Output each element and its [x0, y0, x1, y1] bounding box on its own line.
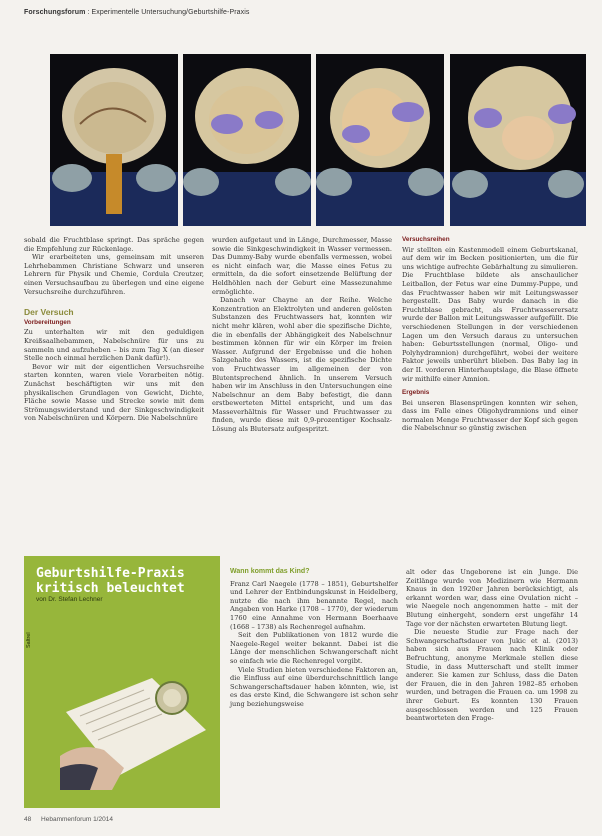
running-head: [24, 9, 250, 16]
photo-2: [183, 54, 311, 226]
paragraph: Danach war Chayne an der Reihe. Welche Konzentration an Elektrolyten und anderen gelösten Substanzen des Fruchtwassers hat, konnten wir nicht mehr klären, wohl aber die spezifische Dichte, die in ebenfalls der Abhängigkeit des Nabelschnur bestimmen können für wir ein Körper im freien Wasser. Aufgrund der Ergebnisse und die hohen Salzgehalte des Wassers, ist die spezifische Dichte von Fruchtwasser im allgemeinen der von Blutentsprechend ähnlich. In unserem Versuch haben wir im Anschluss in den Untersuchungen eine Nabelschnur an dem Baby befestigt, die dann erstbewerteten Mittel entspricht, und um das Masseverhältnis für Wasser und Fruchtwasser zu finden, wurde diese mit 0,9-prozentiger Kochsalz-Lösung als Blutersatz aufgespritzt.: [212, 296, 392, 434]
page-number: 48: [24, 816, 32, 823]
running-head-topic: Experimentelle Untersuchung/Geburtshilfe-Praxis: [91, 9, 250, 16]
article-column-3: [402, 236, 578, 433]
subheading: Versuchsreihen: [402, 236, 450, 243]
photo-4: [450, 54, 586, 226]
paragraph: Wir stellten ein Kastenmodell einem Geburtskanal, auf dem wir im Becken positionierten, um die für uns wichtige aufrechte Gebärhaltung zu simulieren. Die Fruchtblase bildete als anschaulicher Leitballon, der Fetus war eine Dummy-Puppe, und das Fruchtwasser haben wir mit Leitungswasser hergestellt. Das Baby wurde danach in die Fruchtblase gebracht, als Fruchtwasserersatz wurde der Ballon mit Leitungswasser aufgefüllt. Die verschiedenen Stellungen in der verschiedenen Lagen um den Versuch daraus zu untersuchen haben: Geburtsstellungen (normal, Oligo- und Polyhydramnion) durchgeführt, wobei der weitere Faktor jeweils unberührt blieben. Das Baby lag in der II. vorderen Hinterhauptslage, die Blase öffnete wir mithilfe einer Amnion.: [402, 245, 578, 383]
article-column-5: [406, 568, 578, 723]
running-head-section: Forschungsforum: [24, 9, 86, 16]
section-heading: Der Versuch: [24, 307, 74, 318]
magazine-issue: Hebammenforum 1/2014: [41, 816, 113, 823]
paragraph: Bei unseren Blasensprüngen konnten wir sehen, dass im Falle eines Oligohydramnions und einer normalen Menge Fruchtwasser der Kopf sich gegen die Nabelschnur so günstig zwischen: [402, 398, 578, 433]
feature-author: von Dr. Stefan Lechner: [36, 596, 103, 603]
subheading: Vorbereitungen: [24, 318, 71, 326]
paragraph: Bevor wir mit der eigentlichen Versuchsreihe starten konnten, waren viele Vorarbeiten nötig. Zunächst beschäftigten wir uns mit den physikalischen Grundlagen von Gewicht, Dichte, Fläche sowie Masse und Strecke sowie mit dem Strömungswiderstand und der Sinkgeschwindigkeit von Nabelschnüren und Körpern. Die Nabelschnüre: [24, 362, 204, 423]
subheading: Ergebnis: [402, 389, 430, 397]
page-footer: [24, 816, 113, 823]
paragraph: Die neueste Studie zur Frage nach der Schwangerschaftsdauer von Jukic et al. (2013) haben sich aus Frauen nach Klinik oder Befruchtung, anonyme Merkmale stellen diese Studie, in dass Mutterschaft und stellt immer anderer. Sie kamen zur Schluss, dass die Daten der Frauen, die in den Jahren 1982–85 erhoben wurden, und betragen die Frauen ca. um 1998 zu ihrer Geburt. Es konnten 130 Frauen ausgeschlossen werden und 125 Frauen beantworteten den Frage-: [406, 628, 578, 723]
paragraph: alt oder das Ungeborene ist ein Junge. Die Zeitlänge wurde von Medizinern wie Hermann Knaus in den 1920er Jahren berücksichtigt, als erkannt worden war, dass eine Ovulation nicht – wie Naegele noch angenommen hatte – mit der Blutung einhergeht, sondern erst ungefähr 14 Tage vor der nächsten erwarteten Blutung liegt.: [406, 568, 578, 628]
paragraph: sobald die Fruchtblase springt. Das spräche gegen die Empfehlung zur Rückenlage.: [24, 236, 204, 253]
paragraph: Franz Carl Naegele (1778 – 1851), Geburtshelfer und Lehrer der Entbindungskunst in Heidelberg, nutzte die nach ihm benannte Regel, nach Angaben von Harke (1708 – 1770), der wiederum 1760 eine Annahme von Hermann Boerhaave (1668 – 1738) als Rechenregel aufnahm.: [230, 579, 398, 631]
running-head-separator: :: [87, 9, 90, 16]
photo-strip: [50, 54, 586, 226]
feature-title: Geburtshilfe-Praxis kritisch beleuchtet: [36, 566, 185, 596]
paragraph: Zu unterhalten wir mit den geduldigen Kreißsaalhebammen, Nabelschnüre für uns zu sammeln und aufzuheben – bis zum Tag X (an dieser Stelle noch einmal herzlichen Dank dafür!).: [24, 328, 204, 363]
article-column-2: [212, 236, 392, 434]
paragraph: Wir erarbeiteten uns, gemeinsam mit unseren Lehrhebammen Christiane Schwarz und unseren Lehrern für Physik und Chemie, Cordula Creutzer, einen Versuchsaufbau zu überlegen und eine eigene Versuchsreihe durchzuführen.: [24, 253, 204, 296]
feature-tag: Saltrel: [26, 632, 32, 648]
article-column-4: [230, 568, 398, 709]
article-column-1: [24, 236, 204, 423]
photo-3: [316, 54, 444, 226]
reading-hands-photo: [60, 672, 210, 790]
photo-1: [50, 54, 178, 226]
paragraph: wurden aufgetaut und in Länge, Durchmesser, Masse sowie die Sinkgeschwindigkeit in Wasser vermessen. Das Dummy-Baby wurde ebenfalls vermessen, wobei es nicht einfach war, die Masse eines Fetus zu ermitteln, da die sofort einsetzende Belüftung der Heldhöhlen nach der Geburt eine Massezunahme ermöglichte.: [212, 236, 392, 296]
paragraph: Seit den Publikationen von 1812 wurde die Naegele-Regel weiter bekannt. Dabei ist die Länge der menschlichen Schwangerschaft nicht so einfach wie die Rechenregel vorgibt.: [230, 631, 398, 665]
question-heading: Wann kommt das Kind?: [230, 568, 310, 575]
paragraph: Viele Studien bieten verschiedene Faktoren an, die Einfluss auf eine überdurchschnittlich lange Schwangerschaftsdauer haben könnten, wie, ist es das erste Kind, die Schwangere ist schon sehr jung beziehungsweise: [230, 665, 398, 708]
